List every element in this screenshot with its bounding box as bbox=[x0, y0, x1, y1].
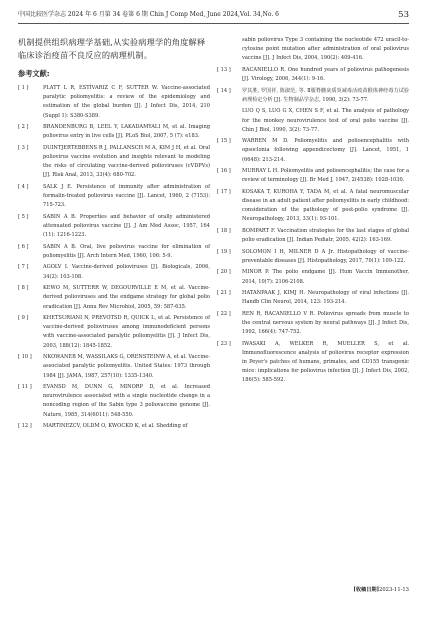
reference-number: [ 3 ] bbox=[18, 144, 29, 151]
reference-text: SALK J E. Persistence of immunity after administration of formalin-treated poliovirus vaccine [J]. Lancet, 1960, 2 (7153): 715-723. bbox=[43, 183, 210, 209]
reference-number: [ 1 ] bbox=[18, 85, 29, 91]
reference-number: [ 19 ] bbox=[217, 248, 231, 255]
reference-item bbox=[217, 66, 409, 84]
reference-item bbox=[18, 284, 210, 312]
reference-text: MARTINEZCV, OLDM O, KWOCKD K, et al. Shedding of bbox=[43, 423, 188, 430]
page-header bbox=[18, 7, 409, 24]
reference-number: [ 9 ] bbox=[18, 315, 29, 322]
reference-item bbox=[18, 213, 210, 241]
reference-number: [ 6 ] bbox=[18, 243, 29, 250]
reference-item bbox=[18, 314, 210, 351]
reference-text: KEWO M, SUTTERR W, DEGOURVILLE E M, et al. Vaccine-derived polioviruses and the endgame strategy for global polio eradication [J]. Annu Rev Microbiol, 2005, 59: 587-635. bbox=[43, 285, 210, 310]
reference-number: [ 4 ] bbox=[18, 183, 29, 190]
reference-item bbox=[217, 137, 409, 165]
left-column bbox=[18, 36, 210, 434]
reference-item bbox=[217, 289, 409, 307]
reference-text: WARREN M D. Poliomyelitis and polioencephalitis with opsoclonia following appendicectomy [J]. Lancet, 1951, 1 (6648): 213-214. bbox=[242, 138, 409, 163]
reference-number: [ 23 ] bbox=[217, 340, 231, 347]
reference-item bbox=[18, 183, 210, 211]
page-number: 53 bbox=[398, 10, 409, 20]
reference-text: RACANIELLO R. One hundred years of poliovirus pathogenesis [J]. Virology, 2006, 344(1): 9-16. bbox=[242, 66, 409, 83]
references-title: 参考文献: bbox=[18, 69, 50, 78]
reference-text: NKOWANEB M, WASSILAKS G, ORENSTEINW A, et al. Vaccine-associated paralytic poliomyelitis. United States: 1973 through 1984 [J]. JAMA, 1987, 257(10): 1335-1340. bbox=[43, 354, 210, 379]
reference-item bbox=[18, 123, 210, 141]
reference-number: [ 14 ] bbox=[217, 87, 231, 94]
reference-item bbox=[217, 167, 409, 185]
reference-text: AGOLV I. Vaccine-derived polioviruses [J]. Biologicals, 2006, 34(2): 103-108. bbox=[43, 264, 210, 280]
reference-number: [ 13 ] bbox=[217, 66, 231, 73]
reference-text: BOMPART F. Vaccination strategies for the last stages of global polio eradication [J]. Indian Pediatr, 2005, 42(2): 163-169. bbox=[242, 227, 409, 244]
reference-item bbox=[217, 87, 409, 105]
reference-text: HATANPAAK J, KIMJ H. Neuropathology of viral infections [J]. Handb Clin Neurol, 2014, 123: 193-214. bbox=[242, 290, 409, 306]
received-date bbox=[353, 586, 409, 593]
reference-item bbox=[217, 310, 409, 338]
reference-text: SOLOMON I H, MILNER D A Jr. Histopathology of vaccine-preventable diseases [J]. Histopathology, 2017, 70(1): 109-122. bbox=[242, 248, 409, 264]
reference-text: KHETSURIANI N, PREVOTSD R, QUICK L, et al. Persistence of vaccine-derived polioviruses among immunodeficient persons with vaccine-associated paralytic poliomyelitis [J]. J Infect Dis, 2003, 188(12): 1845-1852. bbox=[43, 315, 210, 349]
body-paragraph: 机制提供组织病理学基础,从实验病理学的角度解释临床诊治疫苗不良反应的病理机制。 bbox=[18, 37, 206, 60]
received-label: [收稿日期] bbox=[353, 587, 380, 593]
reference-text: 罗其胜, 罗国祥, 陈淑范, 等. Ⅱ服脊髓灰质炎减毒活疫苗猴体神经毒力试验病理检定分析 [J]. 生物制品学杂志, 1990, 3(2): 73-77. bbox=[242, 87, 409, 103]
reference-item bbox=[18, 84, 210, 121]
reference-text: MINOR P. The polio endgame [J]. Hum Vaccin Immunother, 2014, 10(7): 2106-2108. bbox=[242, 269, 409, 285]
reference-item bbox=[18, 422, 210, 431]
reference-number: [ 8 ] bbox=[18, 285, 29, 292]
reference-text: REN R, RACANIELLO V R. Poliovirus spreads from muscle to the central nervous system by neural pathways [J]. J Infect Dis, 1992, 166(4): 747-752. bbox=[242, 310, 409, 336]
reference-number: [ 10 ] bbox=[18, 354, 32, 361]
reference-item bbox=[18, 383, 210, 420]
reference-number: [ 20 ] bbox=[217, 269, 231, 276]
references-list-left bbox=[18, 84, 210, 431]
reference-number: [ 2 ] bbox=[18, 124, 29, 131]
reference-number: [ 16 ] bbox=[217, 168, 231, 175]
reference-number: [ 5 ] bbox=[18, 213, 29, 220]
reference-text: MURRAY L H. Poliomyelitis and polioencephalitis; the case for a review of terminology [J]. Br Med J, 1947, 2(4538): 1028-1030. bbox=[242, 168, 409, 184]
reference-text: BRANDENBURG B, LEEL Y, LAKADAMYALI M, et al. Imaging poliovirus entry in live cells [J]. PLoS Biol, 2007, 5 (7): e183. bbox=[43, 124, 210, 140]
reference-item bbox=[217, 248, 409, 266]
reference-item bbox=[18, 353, 210, 381]
reference-number: [ 21 ] bbox=[217, 290, 231, 297]
reference-item bbox=[217, 340, 409, 386]
reference-number: [ 22 ] bbox=[217, 310, 231, 317]
reference-number: [ 12 ] bbox=[18, 423, 32, 430]
reference-text: IWASAKI A, WELKER R, MUELLER S, et al. Immunofluorescence analysis of poliovirus receptor expression in Peyer's patches of humans, primates, and CD155 transgenic mice: implications for poliovirus infection [J]. J Infect Dis, 2002, 186(5): 585-592. bbox=[242, 340, 409, 384]
reference-item bbox=[217, 227, 409, 245]
reference-number: [ 17 ] bbox=[217, 188, 231, 195]
reference-number: [ 11 ] bbox=[18, 384, 32, 391]
reference-text: SABIN A B. Properties and behavior of orally administered attenuated poliovirus vaccine [J]. J Am Med Assoc, 1957, 164 (11): 1216-1223. bbox=[43, 213, 210, 239]
reference-item bbox=[18, 144, 210, 181]
reference-item bbox=[18, 243, 210, 261]
journal-info: 中国比较医学杂志 2024 年 6 月第 34 卷第 6 期 Chin J Comp Med, June 2024,Vol. 34,No. 6 bbox=[18, 11, 279, 18]
reference-text: EVANSD M, DUNN G, MINORP D, et al. Increased neurovirulence associated with a single nucleotide change in a noncoding region of the Sabin type 3 poliovaccine genome [J]. Nature, 1985, 314(6011): 548-550. bbox=[43, 384, 210, 418]
reference-item bbox=[217, 107, 409, 135]
references-list-right bbox=[217, 36, 409, 386]
reference-item bbox=[217, 36, 409, 64]
reference-text: PLATT L R, ESTÍVARIZ C F, SUTTER W. Vaccine-associated paralytic poliomyelitis: a review of the epidemiology and estimation of the global burden [J]. J Infect Dis, 2014, 210 (Suppl 1): S380-S389. bbox=[43, 85, 210, 119]
reference-text: sabin poliovirus Type 3 containing the nucleotide 472 uracil-to-cytosine point mutation after administration of oral poliovirus vaccine [J]. J Infect Dis, 2004, 190(2): 409-416. bbox=[242, 37, 409, 62]
right-column bbox=[217, 36, 409, 388]
reference-text: LUO Q S, LUO G X, CHEN S F, et al. The analysis of pathology for the monkey neurovirulence test of oral polio vaccine [J]. Chin J Biol, 1990, 3(2): 73-77. bbox=[242, 108, 409, 133]
reference-number: [ 18 ] bbox=[217, 227, 231, 234]
reference-item bbox=[18, 263, 210, 281]
reference-text: SABIN A B. Oral, live poliovirus vaccine for elimination of poliomyelitis [J]. Arch Intern Med, 1960, 106: 5-9. bbox=[43, 243, 210, 259]
reference-item bbox=[217, 268, 409, 286]
received-date-value: 2023-11-13 bbox=[379, 587, 409, 593]
reference-item bbox=[217, 188, 409, 225]
reference-text: DUINTJERTEBBENS R J, PALLANSCH M A, KIM J H, et al. Oral poliovirus vaccine evolution and insights relevant to modeling the risks of circulating vaccine-derived polioviruses (cVDPVs) [J]. Risk Anal, 2013, 33(4): 680-702. bbox=[43, 144, 210, 179]
reference-number: [ 15 ] bbox=[217, 138, 231, 145]
reference-text: KOSAKA T, KUROHA Y, TADA M, et al. A fatal neuromuscular disease in an adult patient after poliomyelitis in early childhood: consideration of the pathology of post-polio syndrome [J]. Neuropathology, 2013, 33(1): 93-101. bbox=[242, 188, 409, 223]
reference-number: [ 7 ] bbox=[18, 264, 29, 271]
